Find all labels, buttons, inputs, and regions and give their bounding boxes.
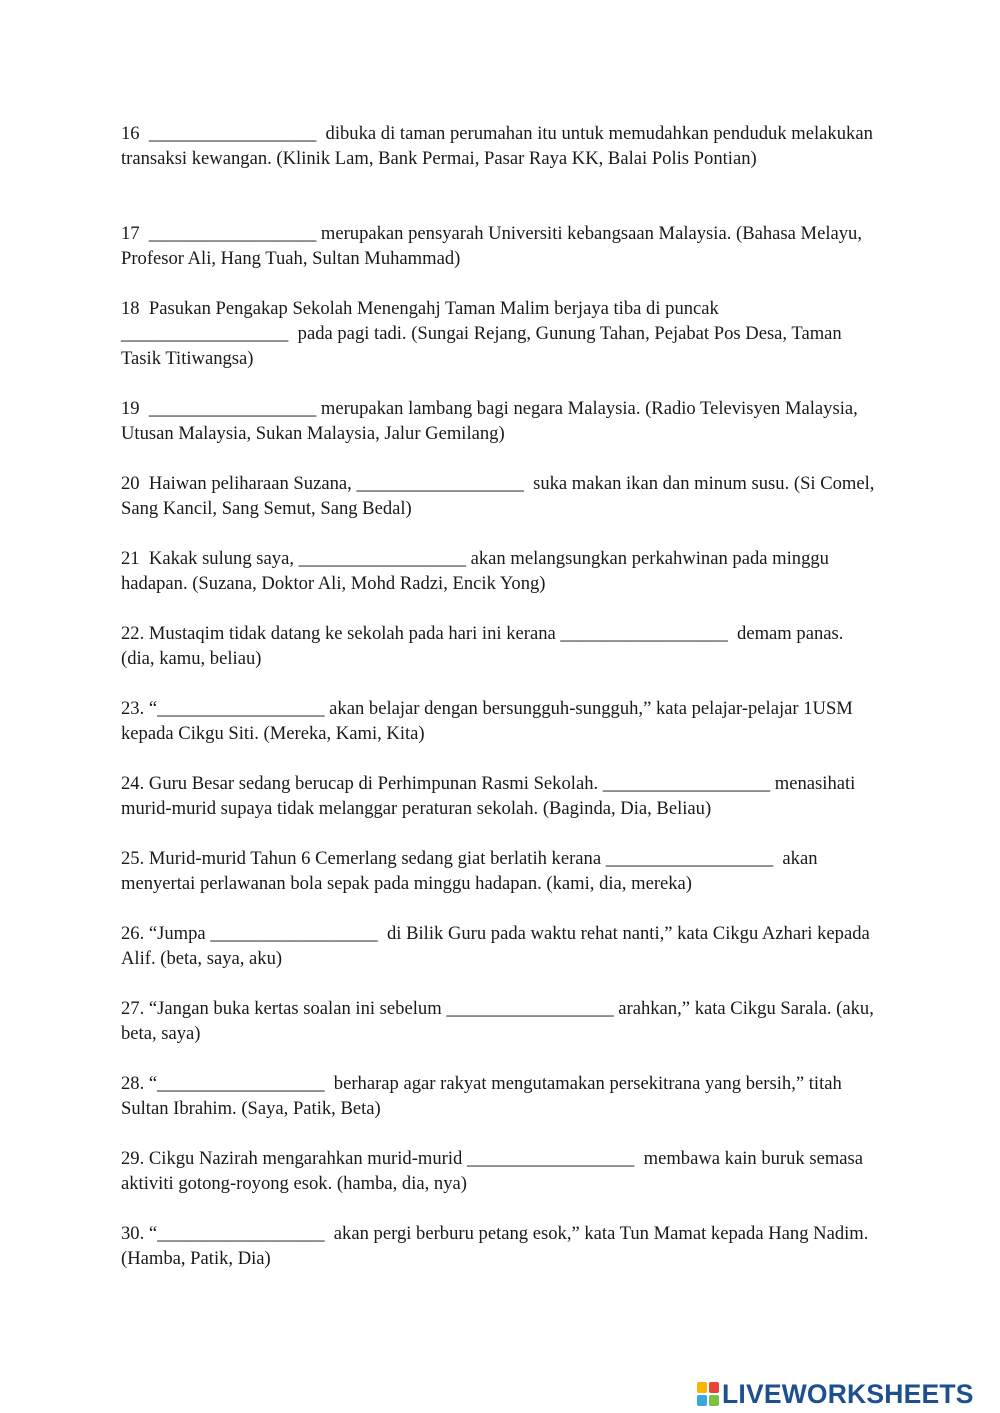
- question-30-text-end: akan pergi berburu petang esok,” kata Tun Mamat kepada Hang Nadim. (Hamba, Patik, Dia): [121, 1223, 874, 1269]
- answer-blank-25[interactable]: __________________: [605, 848, 774, 869]
- question-20-text-end: suka makan ikan dan minum susu. (Si Comel, Sang Kancil, Sang Semut, Sang Bedal): [121, 473, 880, 519]
- question-20: [121, 471, 881, 521]
- question-29-text-end: membawa kain buruk semasa aktiviti gotong-royong esok. (hamba, dia, nya): [121, 1148, 868, 1194]
- question-22-text-start: 22. Mustaqim tidak datang ke sekolah pada hari ini kerana: [121, 623, 561, 644]
- question-25: [121, 846, 881, 896]
- liveworksheets-brand[interactable]: [697, 1378, 974, 1410]
- brand-name: LIVEWORKSHEETS: [722, 1379, 974, 1409]
- question-25-text-start: 25. Murid-murid Tahun 6 Cemerlang sedang giat berlatih kerana: [121, 848, 606, 869]
- question-17-text-end: merupakan pensyarah Universiti kebangsaan Malaysia. (Bahasa Melayu, Profesor Ali, Hang Tuah, Sultan Muhammad): [121, 223, 867, 269]
- question-17-text-start: 17: [121, 223, 149, 244]
- question-19-text-start: 19: [121, 398, 149, 419]
- question-27: [121, 996, 881, 1046]
- answer-blank-19[interactable]: __________________: [148, 398, 317, 419]
- answer-blank-23[interactable]: __________________: [157, 698, 325, 719]
- answer-blank-29[interactable]: __________________: [466, 1148, 635, 1169]
- answer-blank-17[interactable]: __________________: [148, 223, 317, 244]
- question-19-text-end: merupakan lambang bagi negara Malaysia. (Radio Televisyen Malaysia, Utusan Malaysia, Sukan Malaysia, Jalur Gemilang): [121, 398, 863, 444]
- question-26-text-start: 26. “Jumpa: [121, 923, 211, 944]
- answer-blank-28[interactable]: __________________: [157, 1073, 325, 1094]
- answer-blank-26[interactable]: __________________: [210, 923, 378, 944]
- question-28-text-end: berharap agar rakyat mengutamakan persekitrana yang bersih,” titah Sultan Ibrahim. (Saya, Patik, Beta): [121, 1073, 847, 1119]
- question-18: [121, 296, 881, 371]
- question-24-text-start: 24. Guru Besar sedang berucap di Perhimpunan Rasmi Sekolah.: [121, 773, 603, 794]
- question-20-text-start: 20 Haiwan peliharaan Suzana,: [121, 473, 357, 494]
- question-24-text-end: menasihati murid-murid supaya tidak melanggar peraturan sekolah. (Baginda, Dia, Beliau): [121, 773, 860, 819]
- question-24: [121, 771, 881, 821]
- question-19: [121, 396, 881, 446]
- question-22-text-end: demam panas. (dia, kamu, beliau): [121, 623, 849, 669]
- question-21: [121, 546, 881, 596]
- question-16-text-start: 16: [121, 123, 149, 144]
- answer-blank-21[interactable]: __________________: [298, 548, 466, 569]
- question-26-text-end: di Bilik Guru pada waktu rehat nanti,” kata Cikgu Azhari kepada Alif. (beta, saya, aku): [121, 923, 874, 969]
- question-23-text-start: 23. “: [121, 698, 158, 719]
- question-18-text-start: 18 Pasukan Pengakap Sekolah Menengahj Taman Malim berjaya tiba di puncak: [121, 298, 724, 319]
- question-21-text-end: akan melangsungkan perkahwinan pada minggu hadapan. (Suzana, Doktor Ali, Mohd Radzi, Encik Yong): [121, 548, 834, 594]
- question-16: [121, 121, 881, 171]
- question-23-text-end: akan belajar dengan bersungguh-sungguh,” kata pelajar-pelajar 1USM kepada Cikgu Siti. (Mereka, Kami, Kita): [121, 698, 858, 744]
- answer-blank-20[interactable]: __________________: [356, 473, 524, 494]
- question-26: [121, 921, 881, 971]
- answer-blank-30[interactable]: __________________: [157, 1223, 325, 1244]
- answer-blank-27[interactable]: __________________: [446, 998, 614, 1019]
- answer-blank-24[interactable]: __________________: [602, 773, 771, 794]
- question-27-text-end: arahkan,” kata Cikgu Sarala. (aku, beta, saya): [121, 998, 879, 1044]
- question-29: [121, 1146, 881, 1196]
- question-17: [121, 221, 881, 271]
- answer-blank-18[interactable]: __________________: [121, 323, 289, 344]
- question-27-text-start: 27. “Jangan buka kertas soalan ini sebelum: [121, 998, 447, 1019]
- question-22: [121, 621, 881, 671]
- question-21-text-start: 21 Kakak sulung saya,: [121, 548, 299, 569]
- question-30-text-start: 30. “: [121, 1223, 158, 1244]
- liveworksheets-logo-icon: [697, 1382, 719, 1406]
- question-16-text-end: dibuka di taman perumahan itu untuk memudahkan penduduk melakukan transaksi kewangan. (Klinik Lam, Bank Permai, Pasar Raya KK, Balai Polis Pontian): [121, 123, 878, 169]
- question-30: [121, 1221, 881, 1271]
- question-23: [121, 696, 881, 746]
- question-28: [121, 1071, 881, 1121]
- question-25-text-end: akan menyertai perlawanan bola sepak pada minggu hadapan. (kami, dia, mereka): [121, 848, 823, 894]
- answer-blank-22[interactable]: __________________: [560, 623, 728, 644]
- answer-blank-16[interactable]: __________________: [148, 123, 317, 144]
- question-28-text-start: 28. “: [121, 1073, 158, 1094]
- question-18-text-end: pada pagi tadi. (Sungai Rejang, Gunung Tahan, Pejabat Pos Desa, Taman Tasik Titiwangsa): [121, 323, 847, 369]
- question-29-text-start: 29. Cikgu Nazirah mengarahkan murid-murid: [121, 1148, 467, 1169]
